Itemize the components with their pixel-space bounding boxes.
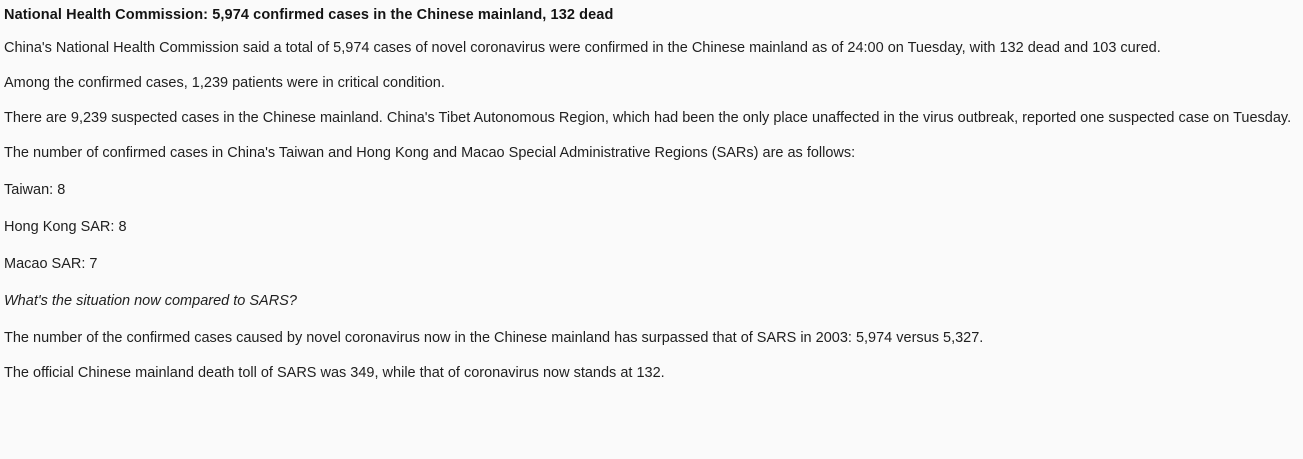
- paragraph-suspected-cases: There are 9,239 suspected cases in the Chinese mainland. China's Tibet Autonomous Region, which had been the only place unaffected in the virus outbreak, reported one suspected case on Tuesday.: [4, 109, 1292, 126]
- page-title: National Health Commission: 5,974 confirmed cases in the Chinese mainland, 132 dead: [4, 7, 614, 23]
- subheading-sars-comparison: What's the situation now compared to SARS?: [4, 292, 297, 309]
- list-item-macao: Macao SAR: 7: [4, 255, 98, 272]
- paragraph-cases-vs-sars: The number of the confirmed cases caused by novel coronavirus now in the Chinese mainland has surpassed that of SARS in 2003: 5,974 versus 5,327.: [4, 329, 984, 346]
- list-item-taiwan: Taiwan: 8: [4, 181, 66, 198]
- paragraph-death-toll-vs-sars: The official Chinese mainland death toll of SARS was 349, while that of coronavirus now stands at 132.: [4, 364, 665, 381]
- paragraph-nhc-summary: China's National Health Commission said a total of 5,974 cases of novel coronavirus were confirmed in the Chinese mainland as of 24:00 on Tuesday, with 132 dead and 103 cured.: [4, 39, 1161, 56]
- paragraph-critical-condition: Among the confirmed cases, 1,239 patients were in critical condition.: [4, 74, 445, 91]
- paragraph-sars-regions-intro: The number of confirmed cases in China's Taiwan and Hong Kong and Macao Special Administrative Regions (SARs) are as follows:: [4, 144, 856, 161]
- list-item-hong-kong: Hong Kong SAR: 8: [4, 218, 127, 235]
